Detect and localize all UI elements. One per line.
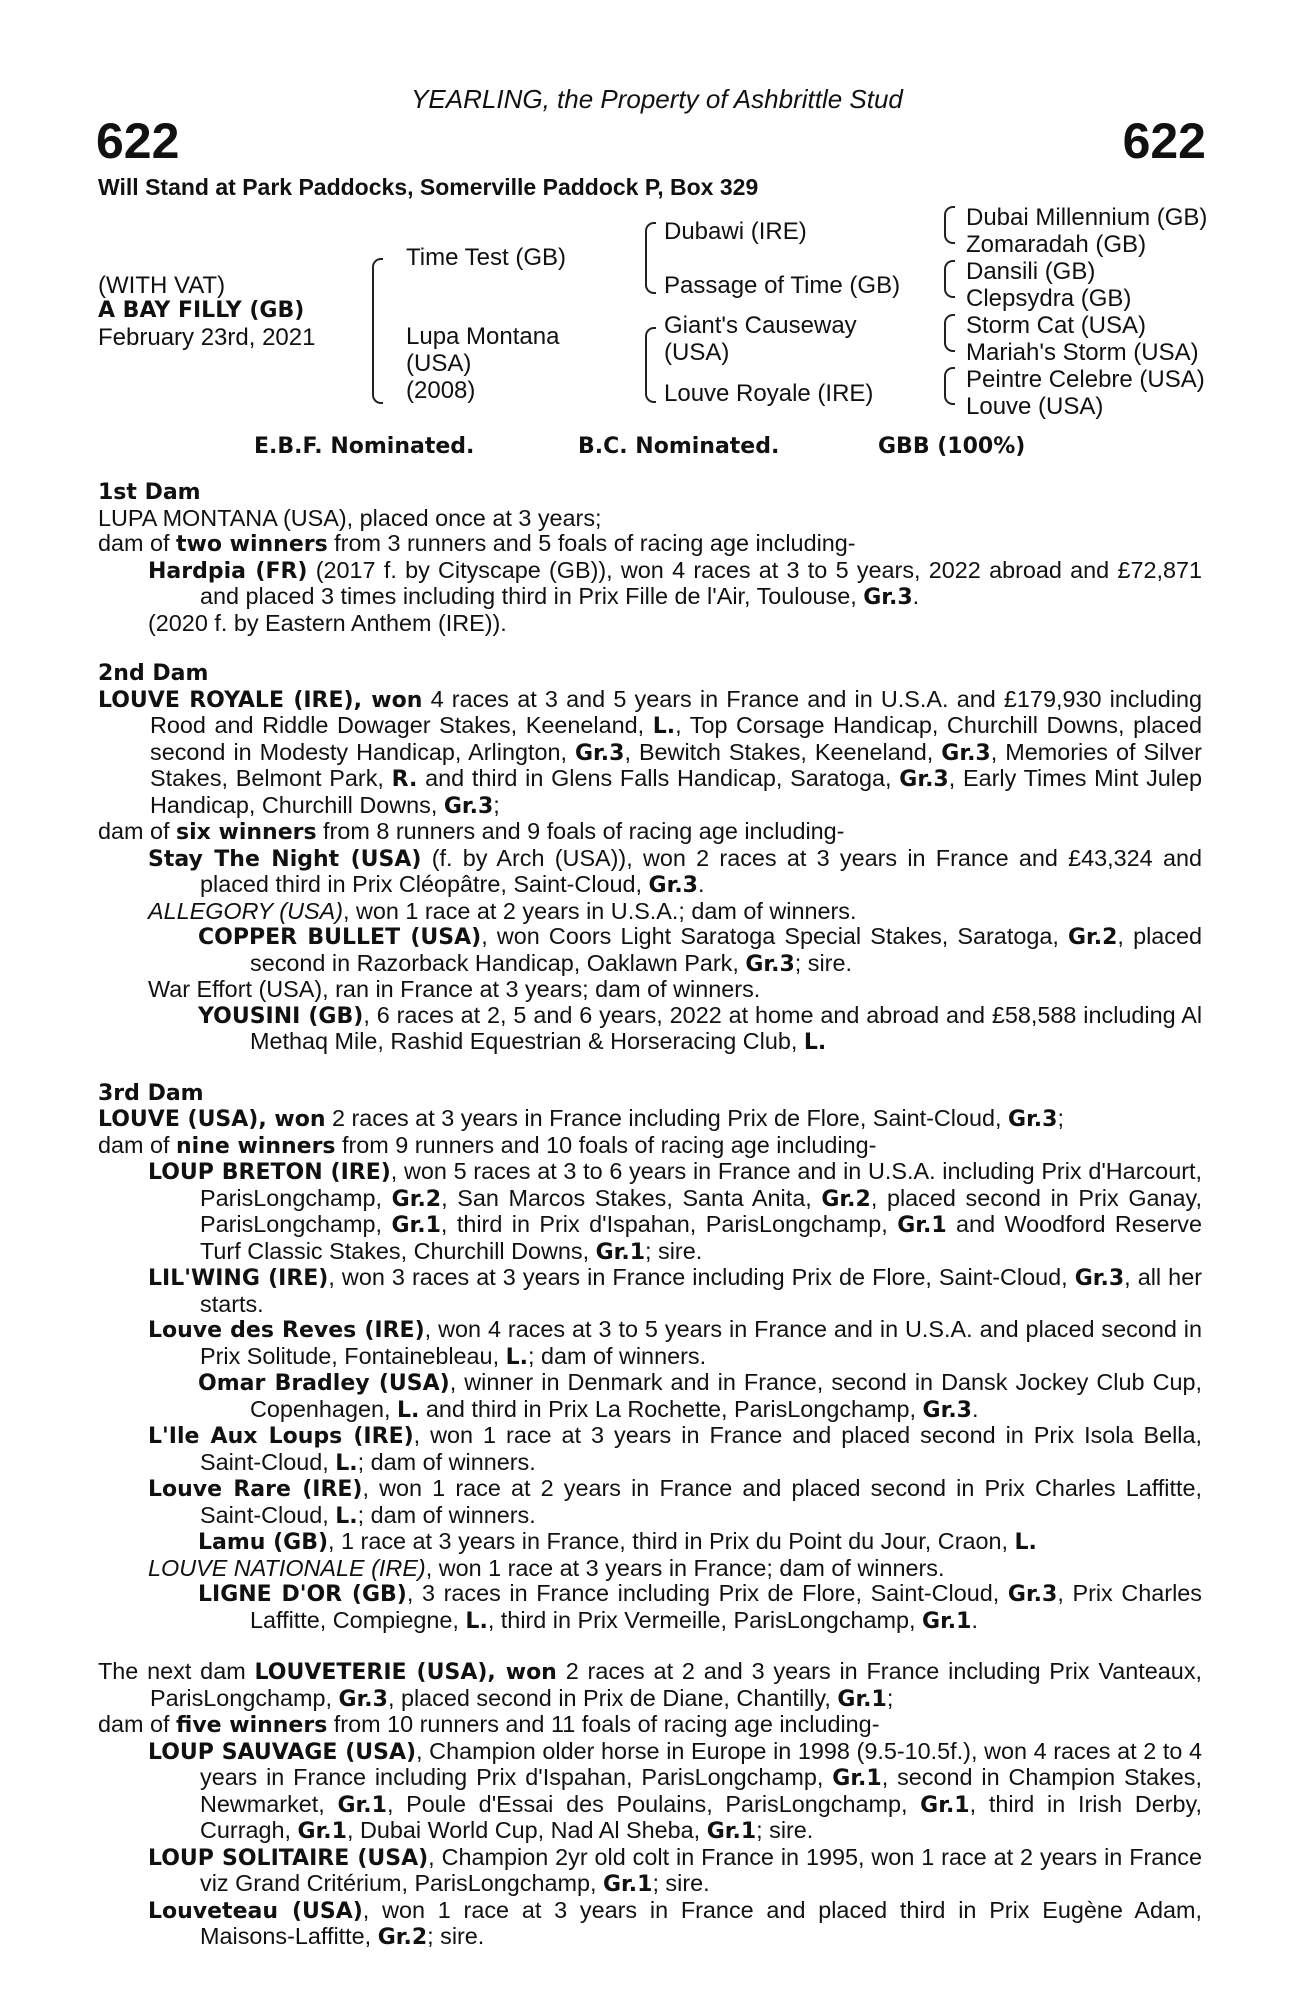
bc-nomination: B.C. Nominated.	[578, 434, 780, 459]
bold-text: Louveteau (USA)	[148, 1898, 363, 1924]
bold-text: five winners	[176, 1713, 328, 1738]
entry-text: ; dam of winners.	[527, 1342, 707, 1369]
entry-text: from 10 runners and 11 foals of racing age including-	[327, 1711, 880, 1737]
dam-sire-line2: (USA)	[664, 339, 730, 366]
entry-text: and third in Prix La Rochette, ParisLongchamp,	[419, 1395, 923, 1422]
bold-text: Omar Bradley (USA)	[198, 1371, 450, 1396]
brace-sire	[645, 222, 656, 294]
entry-text: 2 races at 3 years in France including Prix de Flore, Saint-Cloud,	[325, 1105, 1009, 1131]
bold-text: Gr.1	[832, 1766, 882, 1791]
bold-text: COPPER BULLET (USA)	[198, 925, 482, 950]
entry-text: ; sire.	[652, 1870, 710, 1896]
progeny-entry	[98, 1003, 1202, 1056]
entry-text: and third in Glens Falls Handicap, Saratoga,	[417, 765, 900, 791]
entry-text: , Prix Charles Laffitte, Compiegne,	[250, 1580, 1202, 1633]
entry-text: , Early Times Mint Julep Handicap, Churchill Downs,	[150, 765, 1202, 818]
bold-text: Gr.3	[1007, 1582, 1058, 1607]
progeny-entry	[98, 558, 1202, 611]
brace-g3-4	[944, 367, 955, 405]
g3-ancestor-5: Storm Cat (USA)	[966, 312, 1147, 339]
entry-text: , placed second in Prix Ganay, ParisLongchamp,	[200, 1184, 1202, 1237]
bold-text: L.	[465, 1608, 488, 1634]
entry-text: dam of	[98, 1131, 177, 1158]
lot-number-left: 622	[96, 113, 180, 169]
italic-text: LOUVE NATIONALE (IRE)	[148, 1554, 426, 1581]
bold-text: LIL'WING (IRE)	[148, 1266, 329, 1291]
entry-text: ; sire.	[427, 1923, 485, 1949]
bold-text: LIGNE D'OR (GB)	[198, 1582, 407, 1607]
bold-text: YOUSINI (GB)	[198, 1003, 364, 1029]
bold-text: LOUP SOLITAIRE (USA)	[148, 1845, 429, 1871]
entry-text: ; sire.	[645, 1237, 703, 1264]
progeny-entry	[98, 611, 1202, 637]
stand-info: Will Stand at Park Paddocks, Somerville Paddock P, Box 329	[98, 174, 759, 200]
entry-text: from 9 runners and 10 foals of racing age including-	[335, 1131, 877, 1158]
progeny-entry	[98, 1898, 1202, 1951]
section-heading: 2nd Dam	[98, 661, 209, 686]
bold-text: L.	[335, 1503, 358, 1529]
progeny-entry	[98, 506, 1202, 532]
dam-dam: Louve Royale (IRE)	[664, 380, 874, 407]
entry-text: from 8 runners and 9 foals of racing age including-	[316, 818, 845, 844]
entry-text: and Woodford Reserve Turf Classic Stakes, Churchill Downs,	[200, 1211, 1203, 1264]
entry-text: , third in Prix d'Ispahan, ParisLongchamp,	[440, 1211, 898, 1237]
section-heading: 3rd Dam	[98, 1080, 204, 1106]
progeny-entry	[98, 1370, 1202, 1423]
entry-text: , won 1 race at 2 years in France and placed second in Prix Charles Laffitte, Saint-Cloud,	[200, 1475, 1202, 1528]
entry-text: , Champion older horse in Europe in 1998 (9.5-10.5f.), won 4 races at 2 to 4 years in France including Prix d'Ispahan, ParisLongchamp,	[200, 1737, 1202, 1790]
entry-text: dam of	[98, 1711, 177, 1737]
entry-text: , third in Prix Vermeille, ParisLongchamp,	[487, 1606, 923, 1633]
bold-text: L.	[652, 714, 676, 739]
page-title: YEARLING, the Property of Ashbrittle Stud	[411, 84, 903, 114]
bold-text: Stay The Night (USA)	[148, 846, 422, 872]
entry-text: LUPA MONTANA (USA), placed once at 3 years;	[98, 504, 602, 531]
g3-ancestor-2: Zomaradah (GB)	[966, 231, 1147, 258]
entry-text: , third in Irish Derby, Curragh,	[200, 1790, 1203, 1843]
bold-text: Gr.1	[920, 1792, 970, 1818]
entry-text: , Top Corsage Handicap, Churchill Downs, placed second in Modesty Handicap, Arlington,	[150, 712, 1202, 765]
dam-sire-line1: Giant's Causeway	[664, 312, 857, 339]
progeny-entry	[98, 1476, 1202, 1529]
brace-g3-3	[944, 314, 955, 352]
bold-text: Louve des Reves (IRE)	[148, 1318, 425, 1343]
vat-note: (WITH VAT)	[98, 272, 226, 299]
bold-text: Gr.1	[922, 1608, 972, 1634]
bold-text: Gr.3	[575, 740, 625, 766]
entry-text: from 3 runners and 5 foals of racing age including-	[327, 530, 856, 556]
brace-dam	[645, 327, 656, 403]
progeny-entry	[98, 1317, 1202, 1370]
progeny-entry	[98, 1159, 1202, 1265]
sire-dam: Passage of Time (GB)	[664, 272, 901, 299]
bold-text: Gr.2	[391, 1186, 442, 1212]
progeny-entry	[98, 977, 1202, 1003]
g3-ancestor-8: Louve (USA)	[966, 393, 1104, 420]
bold-text: Gr.2	[821, 1186, 871, 1212]
entry-text: , 1 race at 3 years in France, third in Prix du Point du Jour, Craon,	[328, 1528, 1015, 1554]
bold-text: L.	[803, 1030, 827, 1055]
bold-text: L'Ile Aux Loups (IRE)	[148, 1424, 414, 1449]
dam-section	[98, 1659, 1202, 1951]
bold-text: R.	[391, 767, 418, 792]
progeny-entry	[98, 687, 1202, 820]
section-heading: 1st Dam	[98, 480, 201, 505]
progeny-entry	[98, 819, 1202, 846]
bold-text: Gr.1	[391, 1213, 441, 1238]
entry-text: (f. by Arch (USA)), won 2 races at 3 years in France and £43,324 and placed third in Prix Cléopâtre, Saint-Cloud,	[200, 844, 1202, 897]
entry-text: .	[912, 583, 920, 609]
bold-text: Gr.3	[922, 1397, 972, 1423]
entry-text: , Dubai World Cup, Nad Al Sheba,	[346, 1817, 707, 1843]
g3-ancestor-6: Mariah's Storm (USA)	[966, 339, 1199, 366]
entry-text: , won 1 race at 3 years in France; dam of winners.	[425, 1554, 945, 1581]
entry-text: , San Marcos Stakes, Santa Anita,	[441, 1184, 822, 1211]
bold-text: Gr.1	[897, 1213, 947, 1238]
entry-text: dam of	[98, 818, 177, 844]
entry-text: , won 3 races at 3 years in France including Prix de Flore, Saint-Cloud,	[328, 1264, 1075, 1290]
entry-text: , Memories of Silver Stakes, Belmont Park,	[150, 738, 1202, 791]
bold-text: Hardpia (FR)	[148, 558, 308, 584]
progeny-entry	[98, 1659, 1202, 1712]
dam-name-line3: (2008)	[406, 377, 476, 404]
bold-text: LOUVETERIE (USA), won	[254, 1660, 557, 1685]
progeny-entry	[98, 1581, 1202, 1634]
bold-text: Gr.3	[899, 767, 949, 792]
lot-number-right: 622	[1122, 113, 1206, 169]
g3-ancestor-7: Peintre Celebre (USA)	[966, 366, 1205, 393]
entry-text: , winner in Denmark and in France, second in Dansk Jockey Club Cup, Copenhagen,	[250, 1369, 1202, 1422]
bold-text: LOUP BRETON (IRE)	[148, 1160, 391, 1185]
bold-text: Gr.1	[595, 1239, 646, 1265]
bold-text: L.	[1014, 1530, 1037, 1555]
progeny-entry	[98, 1265, 1202, 1317]
entry-text: .	[697, 871, 705, 897]
bold-text: Gr.3	[338, 1686, 388, 1712]
g3-ancestor-1: Dubai Millennium (GB)	[966, 204, 1208, 231]
entry-text: , second in Champion Stakes, Newmarket,	[200, 1764, 1203, 1817]
entry-text: , won Coors Light Saratoga Special Stakes, Saratoga,	[481, 923, 1068, 949]
sire-sire: Dubawi (IRE)	[664, 218, 807, 245]
entry-text: 4 races at 3 and 5 years in France and in U.S.A. and £179,930 including Rood and Riddle Dowager Stakes, Keeneland,	[150, 685, 1202, 738]
entry-text: ;	[886, 1684, 894, 1711]
g3-ancestor-3: Dansili (GB)	[966, 258, 1096, 285]
progeny-entry	[98, 1529, 1202, 1556]
foaling-date: February 23rd, 2021	[98, 324, 316, 351]
catalogue-body	[98, 480, 1202, 1976]
bold-text: two winners	[176, 532, 328, 557]
bold-text: Gr.3	[1008, 1107, 1058, 1132]
bold-text: Gr.1	[706, 1819, 757, 1844]
entry-text: , won 1 race at 2 years in U.S.A.; dam of winners.	[342, 897, 857, 924]
entry-text: (2017 f. by Cityscape (GB)), won 4 races at 3 to 5 years, 2022 abroad and £72,871 and placed 3 times including third in Prix Fille de l'Air, Toulouse,	[200, 556, 1202, 609]
entry-text: ;	[493, 791, 500, 818]
entry-text: , won 1 race at 3 years in France and placed second in Prix Isola Bella, Saint-Cloud,	[200, 1422, 1202, 1475]
entry-text: .	[971, 1606, 978, 1633]
entry-text: The next dam	[98, 1658, 255, 1684]
entry-text: , Poule d'Essai des Poulains, ParisLongchamp,	[386, 1790, 921, 1817]
bold-text: Gr.3	[1074, 1266, 1125, 1291]
bold-text: LOUVE ROYALE (IRE), won	[98, 687, 423, 713]
entry-text: War Effort (USA), ran in France at 3 years; dam of winners.	[148, 976, 761, 1002]
bold-text: L.	[505, 1344, 528, 1370]
entry-text: ; dam of winners.	[357, 1501, 536, 1528]
bold-text: Gr.2	[377, 1925, 428, 1950]
progeny-entry	[98, 1133, 1202, 1160]
bold-text: LOUP SAUVAGE (USA)	[148, 1739, 417, 1765]
entry-text: , 3 races in France including Prix de Flore, Saint-Cloud,	[406, 1580, 1008, 1606]
entry-text: 2 races at 2 and 3 years in France including Prix Vanteaux, ParisLongchamp,	[150, 1658, 1203, 1711]
bold-text: nine winners	[176, 1133, 336, 1159]
dam-section	[98, 661, 1202, 1056]
entry-text: , won 1 race at 3 years in France and placed third in Prix Eugène Adam, Maisons-Laffitte,	[200, 1896, 1202, 1949]
sire-name: Time Test (GB)	[406, 244, 567, 271]
bold-text: Gr.3	[941, 740, 991, 766]
bold-text: L.	[396, 1397, 420, 1423]
bold-text: Lamu (GB)	[198, 1530, 329, 1555]
dam-name-line1: Lupa Montana	[406, 323, 560, 350]
progeny-entry	[98, 531, 1202, 558]
dam-name-line2: (USA)	[406, 350, 472, 377]
entry-text: , Champion 2yr old colt in France in 1995, won 1 race at 2 years in France viz Grand Critérium, ParisLongchamp,	[200, 1843, 1202, 1896]
bold-text: Gr.1	[603, 1872, 653, 1897]
dam-section	[98, 1081, 1202, 1635]
bold-text: Gr.1	[297, 1819, 347, 1844]
bold-text: Gr.2	[1067, 925, 1118, 950]
italic-text: ALLEGORY (USA)	[148, 897, 343, 924]
entry-text: , 6 races at 2, 5 and 6 years, 2022 at home and abroad and £58,588 including Al Methaq Mile, Rashid Equestrian & Horseracing Club,	[250, 1001, 1203, 1054]
brace-gen1	[372, 258, 383, 404]
entry-text: , placed second in Prix de Diane, Chantilly,	[387, 1684, 838, 1711]
dam-section	[98, 480, 1202, 636]
progeny-entry	[98, 899, 1202, 925]
ebf-nomination: E.B.F. Nominated.	[254, 434, 475, 459]
lot-name: A BAY FILLY (GB)	[98, 298, 305, 323]
g3-ancestor-4: Clepsydra (GB)	[966, 285, 1132, 312]
brace-g3-2	[944, 260, 955, 298]
progeny-entry	[98, 1106, 1202, 1133]
progeny-entry	[98, 1423, 1202, 1476]
bold-text: Gr.1	[837, 1686, 887, 1712]
bold-text: Gr.3	[648, 873, 698, 898]
bold-text: Gr.3	[443, 793, 494, 819]
entry-text: ; dam of winners.	[357, 1448, 536, 1475]
progeny-entry	[98, 1845, 1202, 1898]
entry-text: (2020 f. by Eastern Anthem (IRE)).	[148, 609, 507, 636]
entry-text: , Bewitch Stakes, Keeneland,	[624, 738, 942, 765]
bold-text: Gr.3	[863, 585, 913, 610]
entry-text: .	[971, 1395, 979, 1422]
bold-text: L.	[335, 1450, 358, 1476]
gbb-rating: GBB (100%)	[878, 434, 1026, 459]
brace-g3-1	[944, 206, 955, 244]
bold-text: Gr.3	[745, 951, 795, 977]
entry-text: ; sire.	[756, 1817, 814, 1843]
bold-text: Louve Rare (IRE)	[148, 1477, 363, 1502]
entry-text: , all her starts.	[200, 1264, 1202, 1317]
bold-text: six winners	[176, 820, 317, 845]
entry-text: ;	[1057, 1105, 1064, 1131]
entry-text: dam of	[98, 530, 177, 556]
bold-text: LOUVE (USA), won	[98, 1107, 326, 1132]
progeny-entry	[98, 846, 1202, 899]
entry-text: ; sire.	[794, 949, 852, 976]
progeny-entry	[98, 1739, 1202, 1845]
progeny-entry	[98, 1556, 1202, 1582]
progeny-entry	[98, 924, 1202, 977]
entry-text: , won 4 races at 3 to 5 years in France and in U.S.A. and placed second in Prix Solitude, Fontainebleau,	[200, 1316, 1203, 1369]
progeny-entry	[98, 1712, 1202, 1739]
bold-text: Gr.1	[337, 1792, 387, 1818]
entry-text: , won 5 races at 3 to 6 years in France and in U.S.A. including Prix d'Harcourt, ParisLongchamp,	[200, 1158, 1202, 1211]
entry-text: , placed second in Razorback Handicap, Oaklawn Park,	[250, 923, 1202, 976]
